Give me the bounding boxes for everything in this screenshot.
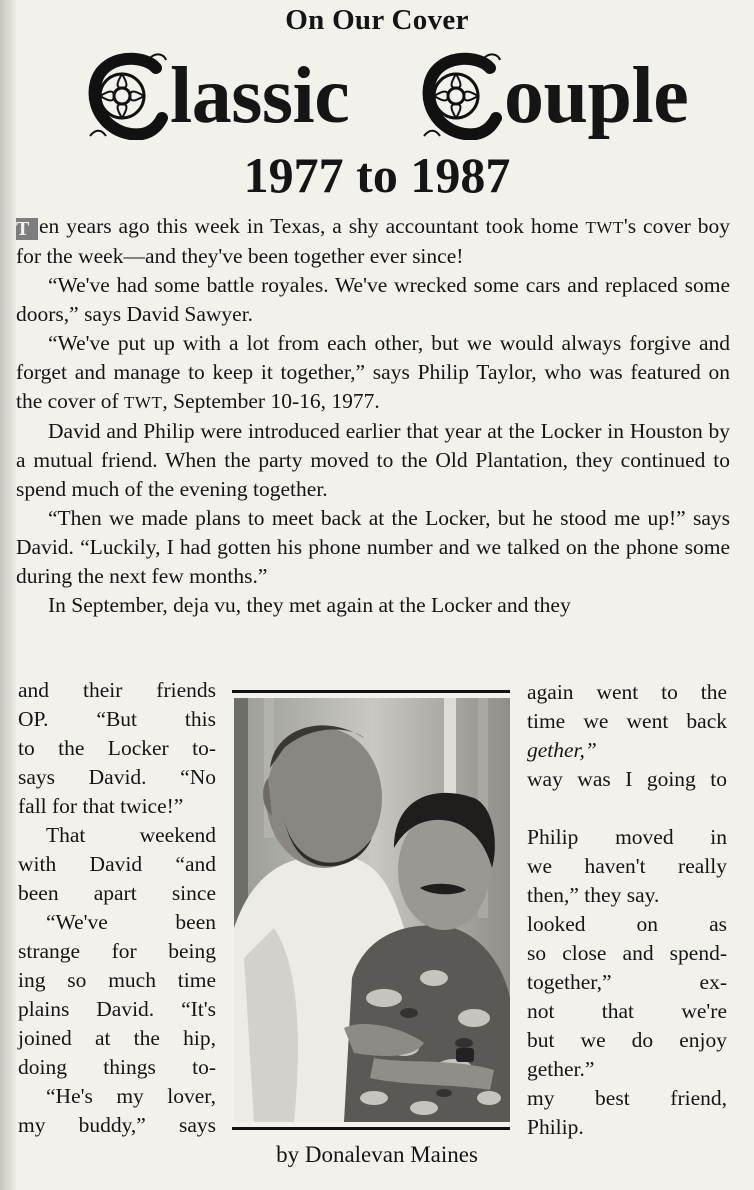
column-line: but we do enjoy bbox=[527, 1028, 727, 1052]
column-line: “He's my lover, bbox=[46, 1084, 216, 1108]
column-line: “We've been bbox=[46, 910, 216, 934]
column-line: That weekend bbox=[46, 823, 216, 847]
column-line: we haven't really bbox=[527, 854, 727, 878]
paragraph-2: “We've had some battle royales. We've wrecked some cars and replaced some doors,” says David Sawyer. bbox=[16, 273, 730, 326]
right-wrap-column bbox=[527, 678, 727, 1142]
column-line: OP. “But this bbox=[18, 707, 216, 731]
column-line: again went to the bbox=[527, 680, 727, 704]
photo-rule-bottom bbox=[232, 1127, 510, 1130]
subtitle-years: 1977 to 1987 bbox=[243, 147, 511, 203]
column-line: my best friend, bbox=[527, 1086, 727, 1110]
column-line: and their friends bbox=[18, 678, 216, 702]
byline: by Donalevan Maines bbox=[276, 1142, 478, 1167]
cover-couple-photo bbox=[234, 698, 510, 1122]
column-line: time we went back bbox=[527, 709, 727, 733]
column-line: strange for being bbox=[18, 939, 216, 963]
headline bbox=[86, 46, 706, 146]
svg-text:C: C bbox=[86, 52, 87, 53]
ornate-initial-c-icon bbox=[420, 52, 502, 140]
column-line: with David “and bbox=[18, 852, 216, 876]
column-line: to the Locker to- bbox=[18, 736, 216, 760]
paragraph-3: “We've put up with a lot from each other, but we would always forgive and forget and manage to keep it together,” says Philip Taylor, who was featured on the cover of TWT, September 10-16, 1977. bbox=[16, 331, 730, 413]
drop-cap: T bbox=[16, 218, 38, 240]
column-line: fall for that twice!” bbox=[18, 794, 184, 818]
column-line bbox=[527, 794, 727, 823]
title-word-classic: lassic bbox=[170, 52, 350, 140]
column-line: so close and spend- bbox=[527, 941, 727, 965]
column-line: ing so much time bbox=[18, 968, 216, 992]
column-line: way was I going to bbox=[527, 767, 727, 791]
section-kicker: On Our Cover bbox=[285, 4, 469, 36]
column-line: doing things to- bbox=[18, 1055, 216, 1079]
column-line: my buddy,” says bbox=[18, 1113, 216, 1137]
column-line: together,” ex- bbox=[527, 970, 727, 994]
column-line: joined at the hip, bbox=[18, 1026, 216, 1050]
paragraph-4: David and Philip were introduced earlier that year at the Locker in Houston by a mutual friend. When the party moved to the Old Plantation, they continued to spend much of the evening together. bbox=[16, 419, 730, 501]
column-line: plains David. “It's bbox=[18, 997, 216, 1021]
column-line: then,” they say. bbox=[527, 883, 660, 907]
column-line: not that we're bbox=[527, 999, 727, 1023]
column-line: gether,” bbox=[527, 738, 597, 762]
paragraph-6: In September, deja vu, they met again at the Locker and they bbox=[48, 593, 571, 617]
paragraph-5: “Then we made plans to meet back at the Locker, but he stood me up!” says David. “Luckily, I had gotten his phone number and we talked on the phone some during the next few months.” bbox=[16, 506, 730, 588]
article-body bbox=[16, 212, 730, 620]
column-line: looked on as bbox=[527, 912, 727, 936]
paragraph-1: T en years ago this week in Texas, a shy accountant took home TWT's cover boy for the week—and they've been together ever since! bbox=[16, 214, 731, 268]
column-line: been apart since bbox=[18, 881, 216, 905]
photo-rule-top bbox=[232, 690, 510, 693]
column-line: gether.” bbox=[527, 1057, 595, 1081]
column-line: says David. “No bbox=[18, 765, 216, 789]
left-wrap-column bbox=[18, 676, 216, 1140]
ornate-initial-c-icon bbox=[86, 52, 168, 140]
column-line: Philip. bbox=[527, 1115, 584, 1139]
column-line: Philip moved in bbox=[527, 825, 727, 849]
title-word-couple: ouple bbox=[504, 52, 689, 140]
svg-text:C: C bbox=[420, 52, 421, 53]
